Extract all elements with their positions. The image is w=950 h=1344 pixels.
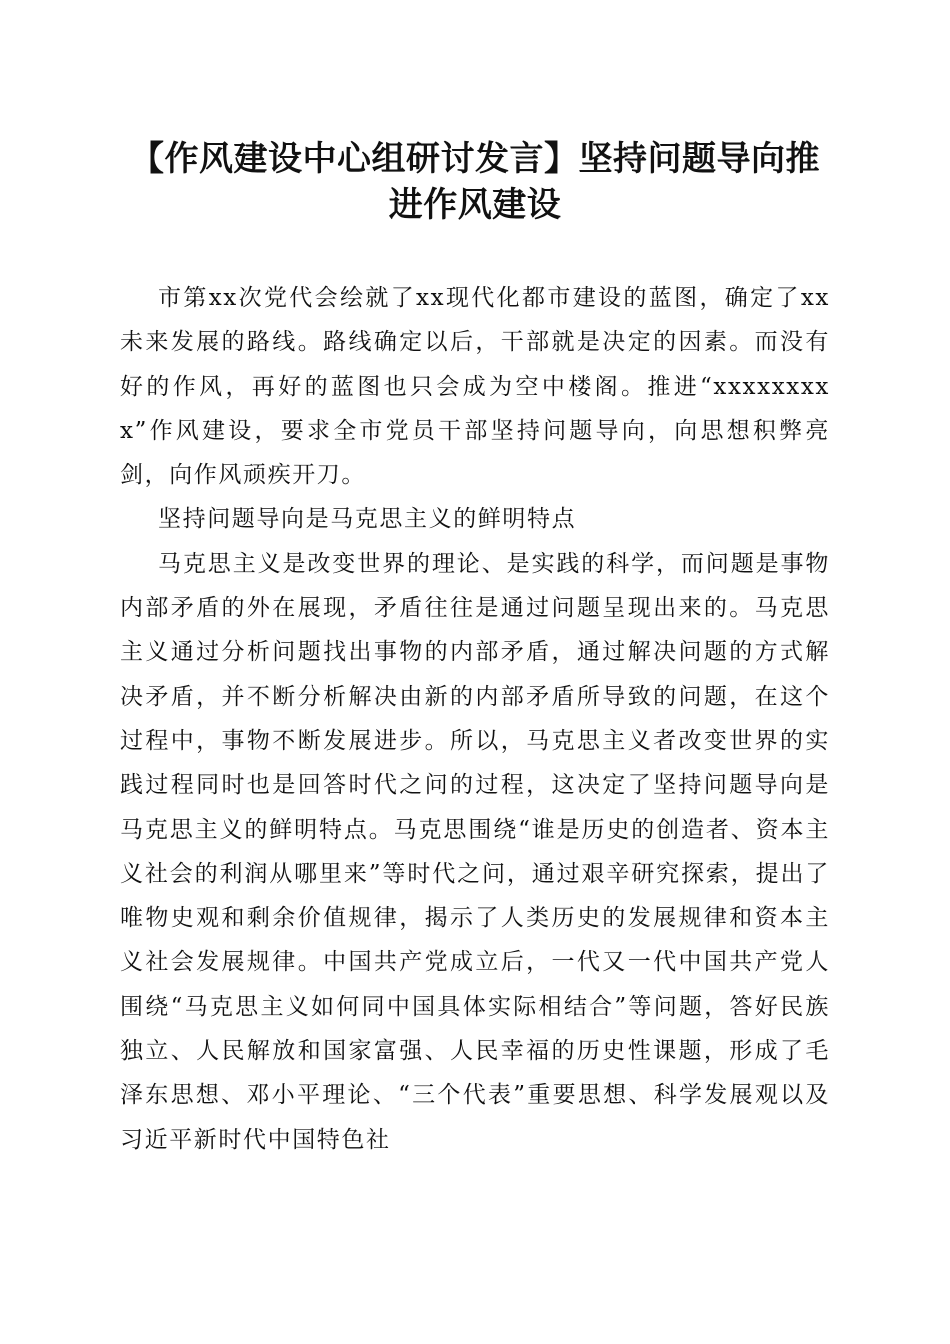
document-title: 【作风建设中心组研讨发言】坚持问题导向推进作风建设	[130, 139, 820, 225]
intro-paragraph: 市第xx次党代会绘就了xx现代化都市建设的蓝图，确定了xx未来发展的路线。路线确定以后，干部就是决定的因素。而没有好的作风，再好的蓝图也只会成为空中楼阁。推进“xxxxxxxxx”作风建设，要求全市党员干部坚持问题导向，向思想积弊亮剑，向作风顽疾开刀。	[120, 285, 830, 489]
section-heading: 坚持问题导向是马克思主义的鲜明特点	[158, 506, 577, 533]
document-body	[120, 276, 830, 1162]
body-paragraph: 马克思主义是改变世界的理论、是实践的科学，而问题是事物内部矛盾的外在展现，矛盾往往是通过问题呈现出来的。马克思主义通过分析问题找出事物的内部矛盾，通过解决问题的方式解决矛盾，并不断分析解决由新的内部矛盾所导致的问题，在这个过程中，事物不断发展进步。所以，马克思主义者改变世界的实践过程同时也是回答时代之问的过程，这决定了坚持问题导向是马克思主义的鲜明特点。马克思围绕“谁是历史的创造者、资本主义社会的利润从哪里来”等时代之问，通过艰辛研究探索，提出了唯物史观和剩余价值规律，揭示了人类历史的发展规律和资本主义社会发展规律。中国共产党成立后，一代又一代中国共产党人围绕“马克思主义如何同中国具体实际相结合”等问题，答好民族独立、人民解放和国家富强、人民幸福的历史性课题，形成了毛泽东思想、邓小平理论、“三个代表”重要思想、科学发展观以及习近平新时代中国特色社	[120, 550, 830, 1153]
